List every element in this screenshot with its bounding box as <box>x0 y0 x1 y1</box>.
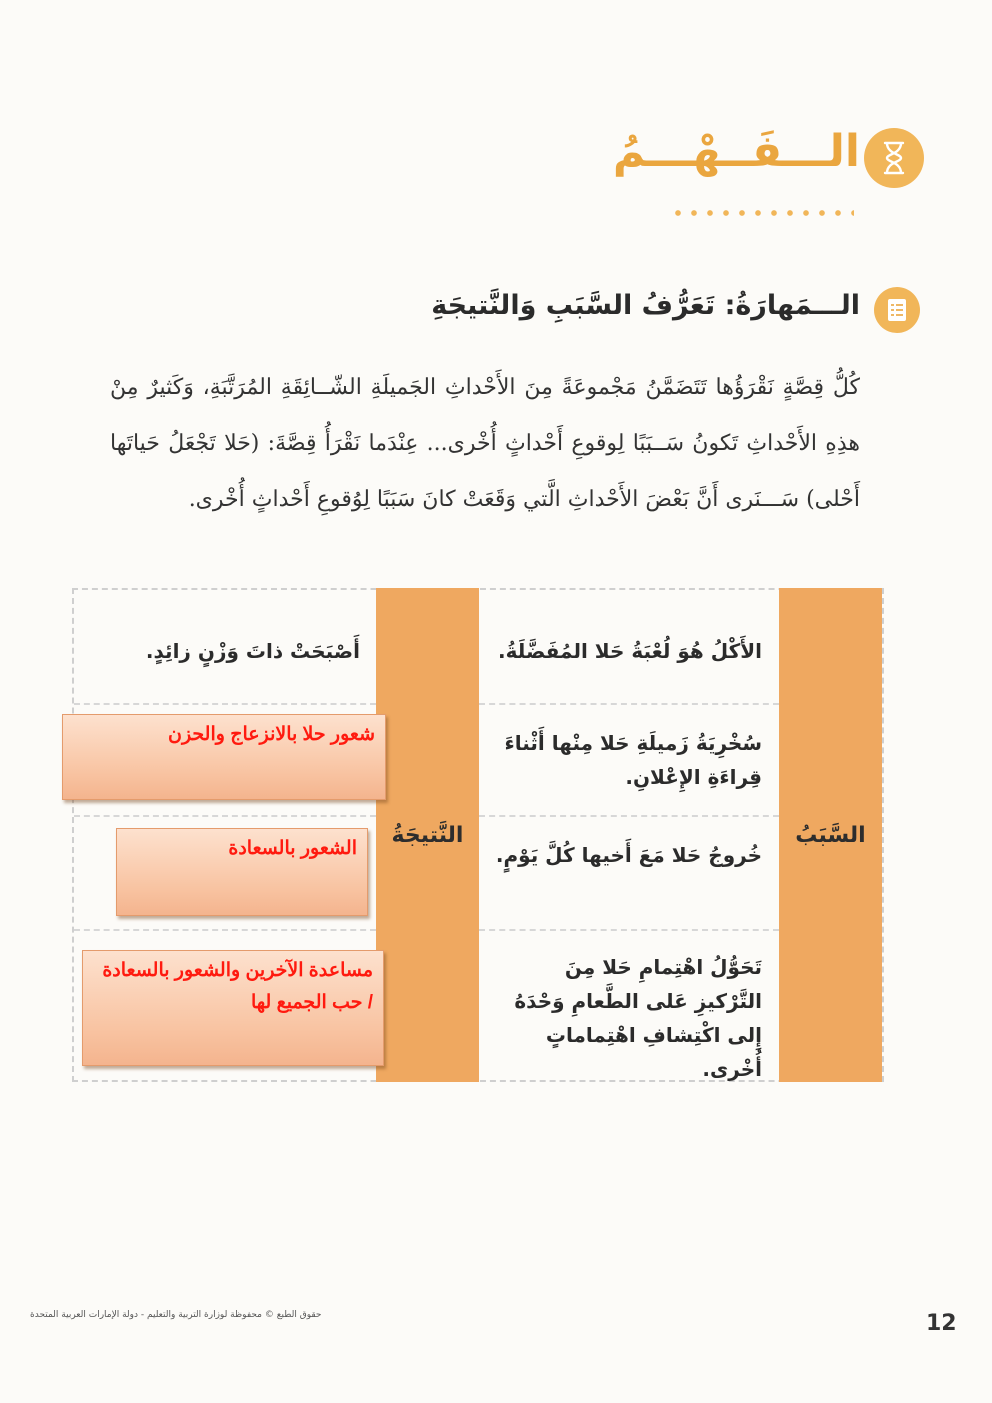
answer-box[interactable] <box>62 714 386 800</box>
decorative-dots <box>670 210 854 216</box>
row-divider <box>74 703 376 705</box>
checklist-badge <box>874 287 920 333</box>
hourglass-icon <box>879 140 909 176</box>
cause-column-header <box>779 588 882 1082</box>
row-divider <box>74 815 376 817</box>
answer-text: شعور حلا بالانزعاج والحزن <box>167 724 375 745</box>
result-cell: أَصْبَحَتْ ذاتَ وَزْنٍ زائِدٍ. <box>145 639 360 663</box>
skill-title: الـــمَهارَةُ: تَعَرُّفُ السَّبَبِ وَالنَّتيجَةِ <box>431 290 860 321</box>
answer-box[interactable] <box>116 828 368 916</box>
intro-paragraph: كُلُّ قِصَّةٍ نَقْرَؤُها تَتَضَمَّنُ مَجْموعَةً مِنَ الأَحْداثِ الجَميلَةِ الشّــائِقَةِ المُرَتَّبَةِ، وَكَثيرٌ مِنْ هذِهِ الأَحْداثِ تَكونُ سَــبَبًا لِوقوعِ أَحْداثٍ أُخْرى... عِنْدَما نَقْرَأُ قِصَّةَ: (حَلا تَجْعَلُ حَياتَها أَحْلى) سَـــنَرى أَنَّ بَعْضَ الأَحْداثِ الَّتي وَقَعَتْ كانَ سَبَبًا لِوُقوعِ أَحْداثٍ أُخْرى. <box>110 375 860 512</box>
answer-text: مساعدة الآخرين والشعور بالسعادة / حب الجميع لها <box>102 960 373 1013</box>
hourglass-badge <box>864 128 924 188</box>
section-title: الـــفَــهْـــمُ <box>612 126 860 177</box>
result-header-label: النَّتيجَةُ <box>391 822 464 848</box>
cause-cell: خُروجُ حَلا مَعَ أَخيها كُلَّ يَوْمٍ. <box>495 843 762 867</box>
answer-text: الشعور بالسعادة <box>228 838 357 859</box>
page-number: 12 <box>926 1311 957 1336</box>
cause-cell: سُخْرِيَةُ زَميلَةِ حَلا مِنْها أَثْناءَ قِراءَةِ الإِعْلانِ. <box>504 731 762 789</box>
answer-box[interactable] <box>82 950 384 1066</box>
cause-cell: تَحَوُّلُ اهْتِمامِ حَلا مِنَ التَّرْكيزِ عَلى الطَّعامِ وَحْدَهُ إِلى اكْتِشافِ اهْتِماماتٍ أُخْرى. <box>514 955 762 1081</box>
copyright-notice: حقوق الطبع © محفوظة لوزارة التربية والتعليم - دولة الإمارات العربية المتحدة <box>30 1310 322 1320</box>
checklist-icon <box>886 297 908 323</box>
row-divider <box>479 929 779 931</box>
result-column-header <box>376 588 479 1082</box>
row-divider <box>74 929 376 931</box>
cause-header-label: السَّبَبُ <box>795 822 866 848</box>
row-divider <box>479 703 779 705</box>
row-divider <box>479 815 779 817</box>
cause-cell: الأَكْلُ هُوَ لُعْبَةُ حَلا المُفَضَّلَةُ. <box>498 639 762 663</box>
